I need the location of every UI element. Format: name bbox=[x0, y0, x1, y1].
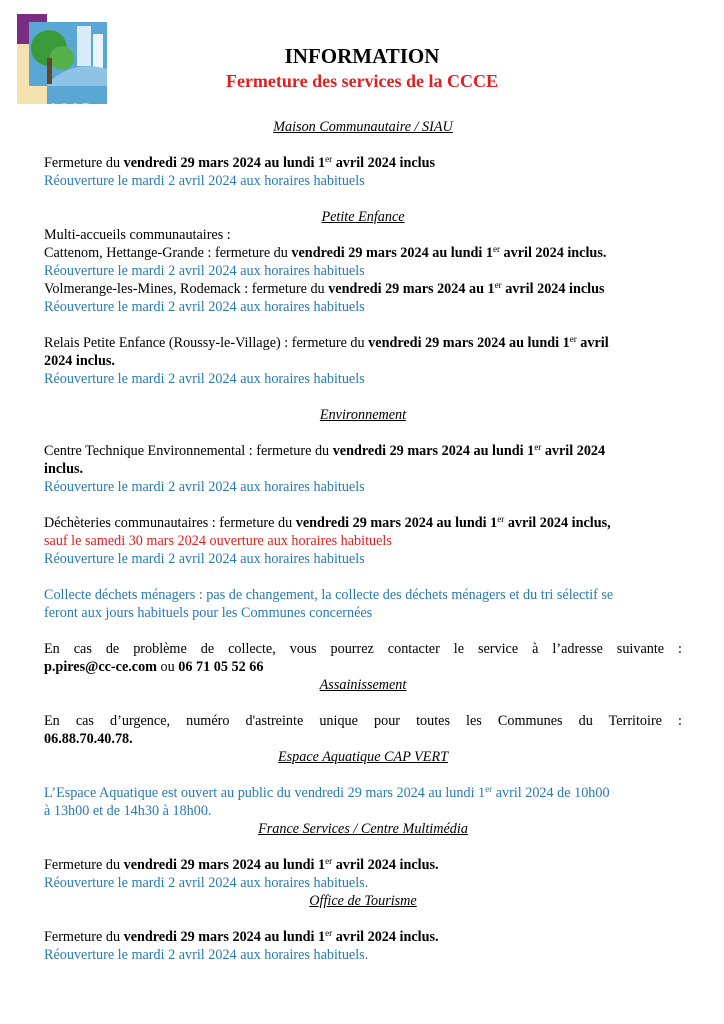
france-services-reopen: Réouverture le mardi 2 avril 2024 aux horaires habituels. bbox=[44, 875, 369, 891]
enfance-relais-2: 2024 inclus. bbox=[44, 353, 115, 369]
enfance-cattenom: Cattenom, Hettange-Grande : fermeture du vendredi 29 mars 2024 au lundi 1er avril 2024 inclus. bbox=[44, 244, 607, 261]
env-centre-1: Centre Technique Environnemental : fermeture du vendredi 29 mars 2024 au lundi 1er avril 2024 bbox=[44, 442, 606, 459]
section-heading-enfance: Petite Enfance bbox=[321, 209, 405, 225]
page-subtitle: Fermeture des services de la CCCE bbox=[225, 71, 499, 91]
env-collecte-1: Collecte déchets ménagers : pas de changement, la collecte des déchets ménagers et du tri sélectif se bbox=[44, 587, 614, 603]
page-title: INFORMATION bbox=[284, 44, 440, 68]
enfance-reopen-1: Réouverture le mardi 2 avril 2024 aux horaires habituels bbox=[44, 263, 365, 279]
section-heading-assainissement: Assainissement bbox=[319, 677, 407, 693]
section-heading-aquatique: Espace Aquatique CAP VERT bbox=[277, 749, 449, 765]
env-contact-2: p.pires@cc-ce.com ou 06 71 05 52 66 bbox=[44, 659, 264, 675]
france-services-closure: Fermeture du vendredi 29 mars 2024 au lundi 1er avril 2024 inclus. bbox=[44, 856, 439, 873]
contact-phone[interactable]: 06 71 05 52 66 bbox=[178, 659, 264, 675]
maison-reopen: Réouverture le mardi 2 avril 2024 aux horaires habituels bbox=[44, 173, 365, 189]
tourisme-closure: Fermeture du vendredi 29 mars 2024 au lundi 1er avril 2024 inclus. bbox=[44, 928, 439, 945]
env-decheteries-1: Déchèteries communautaires : fermeture du vendredi 29 mars 2024 au lundi 1er avril 2024 inclus, bbox=[44, 514, 611, 531]
assainissement-line: En cas d’urgence, numéro d'astreinte unique pour toutes les Communes du Territoire : bbox=[44, 713, 682, 729]
maison-closure: Fermeture du vendredi 29 mars 2024 au lundi 1er avril 2024 inclus bbox=[44, 154, 436, 171]
section-heading-maison: Maison Communautaire / SIAU bbox=[273, 119, 453, 135]
aquatique-line-1: L’Espace Aquatique est ouvert au public du vendredi 29 mars 2024 au lundi 1er avril 2024 de 10h00 bbox=[44, 784, 610, 801]
aquatique-line-2: à 13h00 et de 14h30 à 18h00. bbox=[44, 803, 212, 819]
section-heading-environnement: Environnement bbox=[319, 407, 407, 423]
section-heading-tourisme: Office de Tourisme bbox=[309, 893, 417, 909]
enfance-volmerange: Volmerange-les-Mines, Rodemack : fermeture du vendredi 29 mars 2024 au 1er avril 2024 inclus bbox=[44, 280, 605, 297]
enfance-reopen-3: Réouverture le mardi 2 avril 2024 aux horaires habituels bbox=[44, 371, 365, 387]
env-reopen-2: Réouverture le mardi 2 avril 2024 aux horaires habituels bbox=[44, 551, 365, 567]
env-collecte-2: feront aux jours habituels pour les Communes concernées bbox=[44, 605, 373, 621]
env-centre-2: inclus. bbox=[44, 461, 84, 477]
tourisme-reopen: Réouverture le mardi 2 avril 2024 aux horaires habituels. bbox=[44, 947, 369, 963]
env-decheteries-exception: sauf le samedi 30 mars 2024 ouverture aux horaires habituels bbox=[44, 533, 392, 549]
section-heading-france-services: France Services / Centre Multimédia bbox=[258, 821, 468, 837]
document-body bbox=[44, 118, 682, 964]
env-reopen-1: Réouverture le mardi 2 avril 2024 aux horaires habituels bbox=[44, 479, 365, 495]
enfance-relais-1: Relais Petite Enfance (Roussy-le-Village) : fermeture du vendredi 29 mars 2024 au lundi 1er avril bbox=[44, 334, 609, 351]
enfance-reopen-2: Réouverture le mardi 2 avril 2024 aux horaires habituels bbox=[44, 299, 365, 315]
logo-text: CCCE bbox=[49, 102, 93, 114]
assainissement-phone: 06.88.70.40.78. bbox=[44, 731, 133, 747]
enfance-intro: Multi-accueils communautaires : bbox=[44, 227, 231, 243]
contact-email[interactable]: p.pires@cc-ce.com bbox=[44, 659, 157, 675]
env-contact-1: En cas de problème de collecte, vous pourrez contacter le service à l’adresse suivante : bbox=[44, 641, 682, 657]
